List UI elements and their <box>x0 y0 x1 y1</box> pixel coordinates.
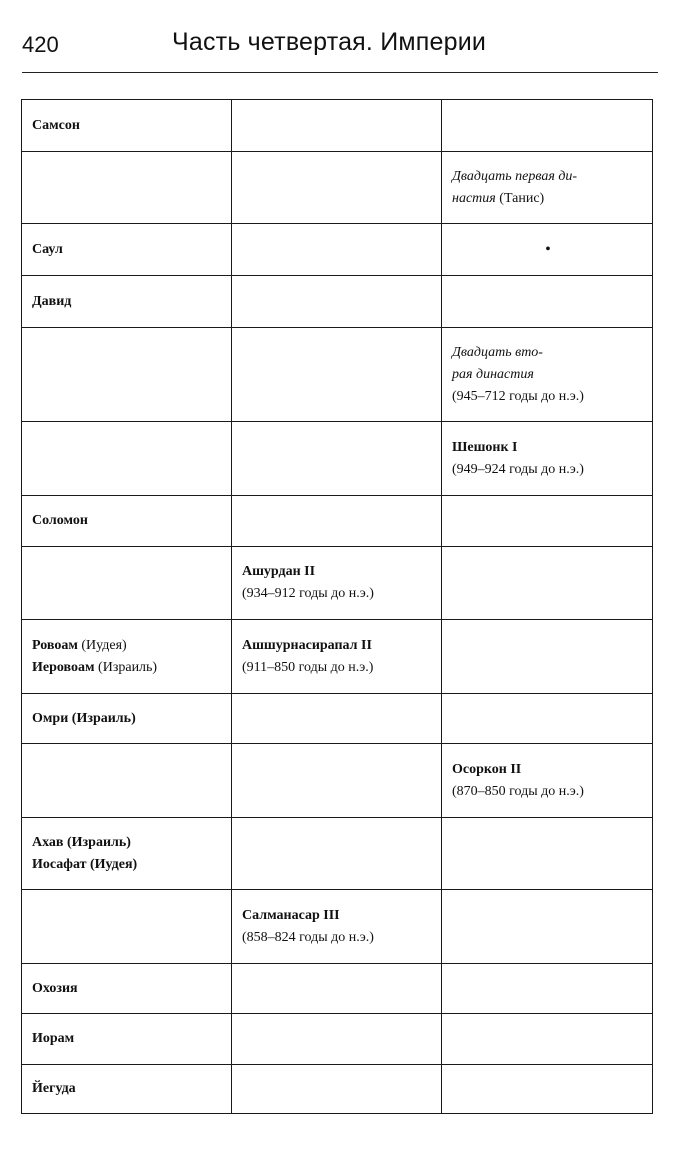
page-header <box>22 28 658 72</box>
cell-line <box>32 1028 223 1050</box>
cell-line <box>242 927 433 949</box>
table-cell <box>232 328 442 422</box>
cell-line <box>32 708 223 730</box>
table-cell <box>232 276 442 328</box>
plain-text: (Иудея) <box>77 637 127 653</box>
cell-line <box>32 291 223 313</box>
table-row <box>22 152 653 224</box>
table-cell <box>442 620 653 694</box>
plain-text: (945–712 годы до н.э.) <box>452 388 584 404</box>
table-cell <box>232 744 442 818</box>
cell-line <box>242 561 433 583</box>
table-cell <box>442 152 653 224</box>
bold-text: Иеровоам <box>32 659 95 675</box>
table-row <box>22 224 653 276</box>
plain-text: (949–924 годы до н.э.) <box>452 461 584 477</box>
cell-line <box>452 459 644 481</box>
cell-line <box>32 832 223 854</box>
table-cell <box>232 890 442 964</box>
table-cell <box>442 547 653 620</box>
cell-line <box>452 759 644 781</box>
table-cell <box>22 276 232 328</box>
table-row <box>22 890 653 964</box>
table-cell <box>442 694 653 744</box>
cell-line <box>452 437 644 459</box>
cell-line <box>242 583 433 605</box>
table-row <box>22 328 653 422</box>
table-row <box>22 620 653 694</box>
cell-line <box>452 166 644 188</box>
table-row <box>22 547 653 620</box>
italic-text: Двадцать первая ди- <box>452 168 578 184</box>
chronology-table <box>21 99 653 1114</box>
table-row <box>22 964 653 1014</box>
cell-line <box>32 1078 223 1100</box>
plain-text: (870–850 годы до н.э.) <box>452 783 584 799</box>
table-cell <box>442 422 653 496</box>
table-cell <box>22 890 232 964</box>
table-row <box>22 1014 653 1065</box>
cell-line <box>32 854 223 876</box>
bold-text: Йегуда <box>32 1081 76 1096</box>
table-cell <box>442 744 653 818</box>
cell-line <box>242 657 433 679</box>
cell-line <box>32 510 223 532</box>
table-cell <box>442 890 653 964</box>
bold-text: Ашурдан II <box>242 564 316 579</box>
bold-text: Шешонк I <box>452 439 518 455</box>
table-cell <box>232 1014 442 1065</box>
table-cell <box>232 152 442 224</box>
table-row <box>22 276 653 328</box>
table-cell <box>22 496 232 547</box>
table-cell <box>22 100 232 152</box>
table-cell <box>22 1065 232 1114</box>
cell-line <box>452 342 644 364</box>
table-cell <box>232 818 442 890</box>
bold-text: Саул <box>32 241 63 257</box>
table-cell <box>22 224 232 276</box>
table-row <box>22 818 653 890</box>
plain-text: (Танис) <box>495 190 545 206</box>
plain-text: (934–912 годы до н.э.) <box>242 586 374 601</box>
table-cell <box>442 100 653 152</box>
running-title: Часть четвертая. Империи <box>172 28 487 56</box>
table-row <box>22 100 653 152</box>
page-number: 420 <box>22 32 59 57</box>
table-cell <box>442 276 653 328</box>
bold-text: Ахав (Израиль) <box>32 834 131 850</box>
table-cell <box>22 547 232 620</box>
table-cell <box>22 818 232 890</box>
bold-text: Салманасар III <box>242 907 340 923</box>
cell-line <box>452 188 644 210</box>
table-cell <box>442 964 653 1014</box>
italic-text: настия <box>452 190 496 206</box>
cell-line <box>32 657 223 679</box>
table-cell <box>22 964 232 1014</box>
header-rule <box>22 72 658 73</box>
plain-text: (Израиль) <box>94 659 158 675</box>
plain-text: (911–850 годы до н.э.) <box>242 659 374 675</box>
table-cell <box>22 152 232 224</box>
bold-text: Соломон <box>32 513 88 528</box>
bold-text: Охозия <box>32 980 78 996</box>
table-cell <box>22 744 232 818</box>
table-cell <box>442 328 653 422</box>
cell-line <box>32 978 223 1000</box>
table-cell <box>22 422 232 496</box>
table-cell <box>232 496 442 547</box>
table-cell <box>232 1065 442 1114</box>
table-cell <box>442 1014 653 1065</box>
cell-line <box>452 364 644 386</box>
table-cell <box>22 620 232 694</box>
table-cell <box>232 100 442 152</box>
bold-text: Давид <box>32 293 72 309</box>
cell-line <box>242 635 433 657</box>
cell-line <box>452 781 644 803</box>
cell-line <box>242 905 433 927</box>
cell-line <box>32 115 223 137</box>
bold-text: Ашшурнасирапал II <box>242 637 372 653</box>
table-cell <box>232 964 442 1014</box>
bold-text: Омри (Израиль) <box>32 710 136 726</box>
italic-text: рая династия <box>452 366 534 382</box>
table-cell <box>442 818 653 890</box>
table-row <box>22 496 653 547</box>
table-row <box>22 1065 653 1114</box>
cell-line <box>32 635 223 657</box>
bold-text: Иосафат (Иудея) <box>32 856 138 872</box>
table-cell <box>232 422 442 496</box>
plain-text: (858–824 годы до н.э.) <box>242 929 374 945</box>
table-cell <box>232 694 442 744</box>
italic-text: Двадцать вто- <box>452 344 543 360</box>
table-cell <box>232 547 442 620</box>
table-cell <box>22 1014 232 1065</box>
table-cell <box>442 1065 653 1114</box>
table-row <box>22 744 653 818</box>
table-cell <box>442 224 653 276</box>
table-cell <box>232 224 442 276</box>
stray-mark: • <box>545 241 551 257</box>
bold-text: Иорам <box>32 1031 75 1046</box>
table-row <box>22 422 653 496</box>
table-cell <box>442 496 653 547</box>
table-cell <box>22 694 232 744</box>
cell-line <box>32 239 223 261</box>
table-row <box>22 694 653 744</box>
table-cell <box>232 620 442 694</box>
table-cell <box>22 328 232 422</box>
cell-line <box>452 386 644 408</box>
bold-text: Осоркон II <box>452 761 522 777</box>
bold-text: Ровоам <box>32 637 78 653</box>
bold-text: Самсон <box>32 117 80 133</box>
